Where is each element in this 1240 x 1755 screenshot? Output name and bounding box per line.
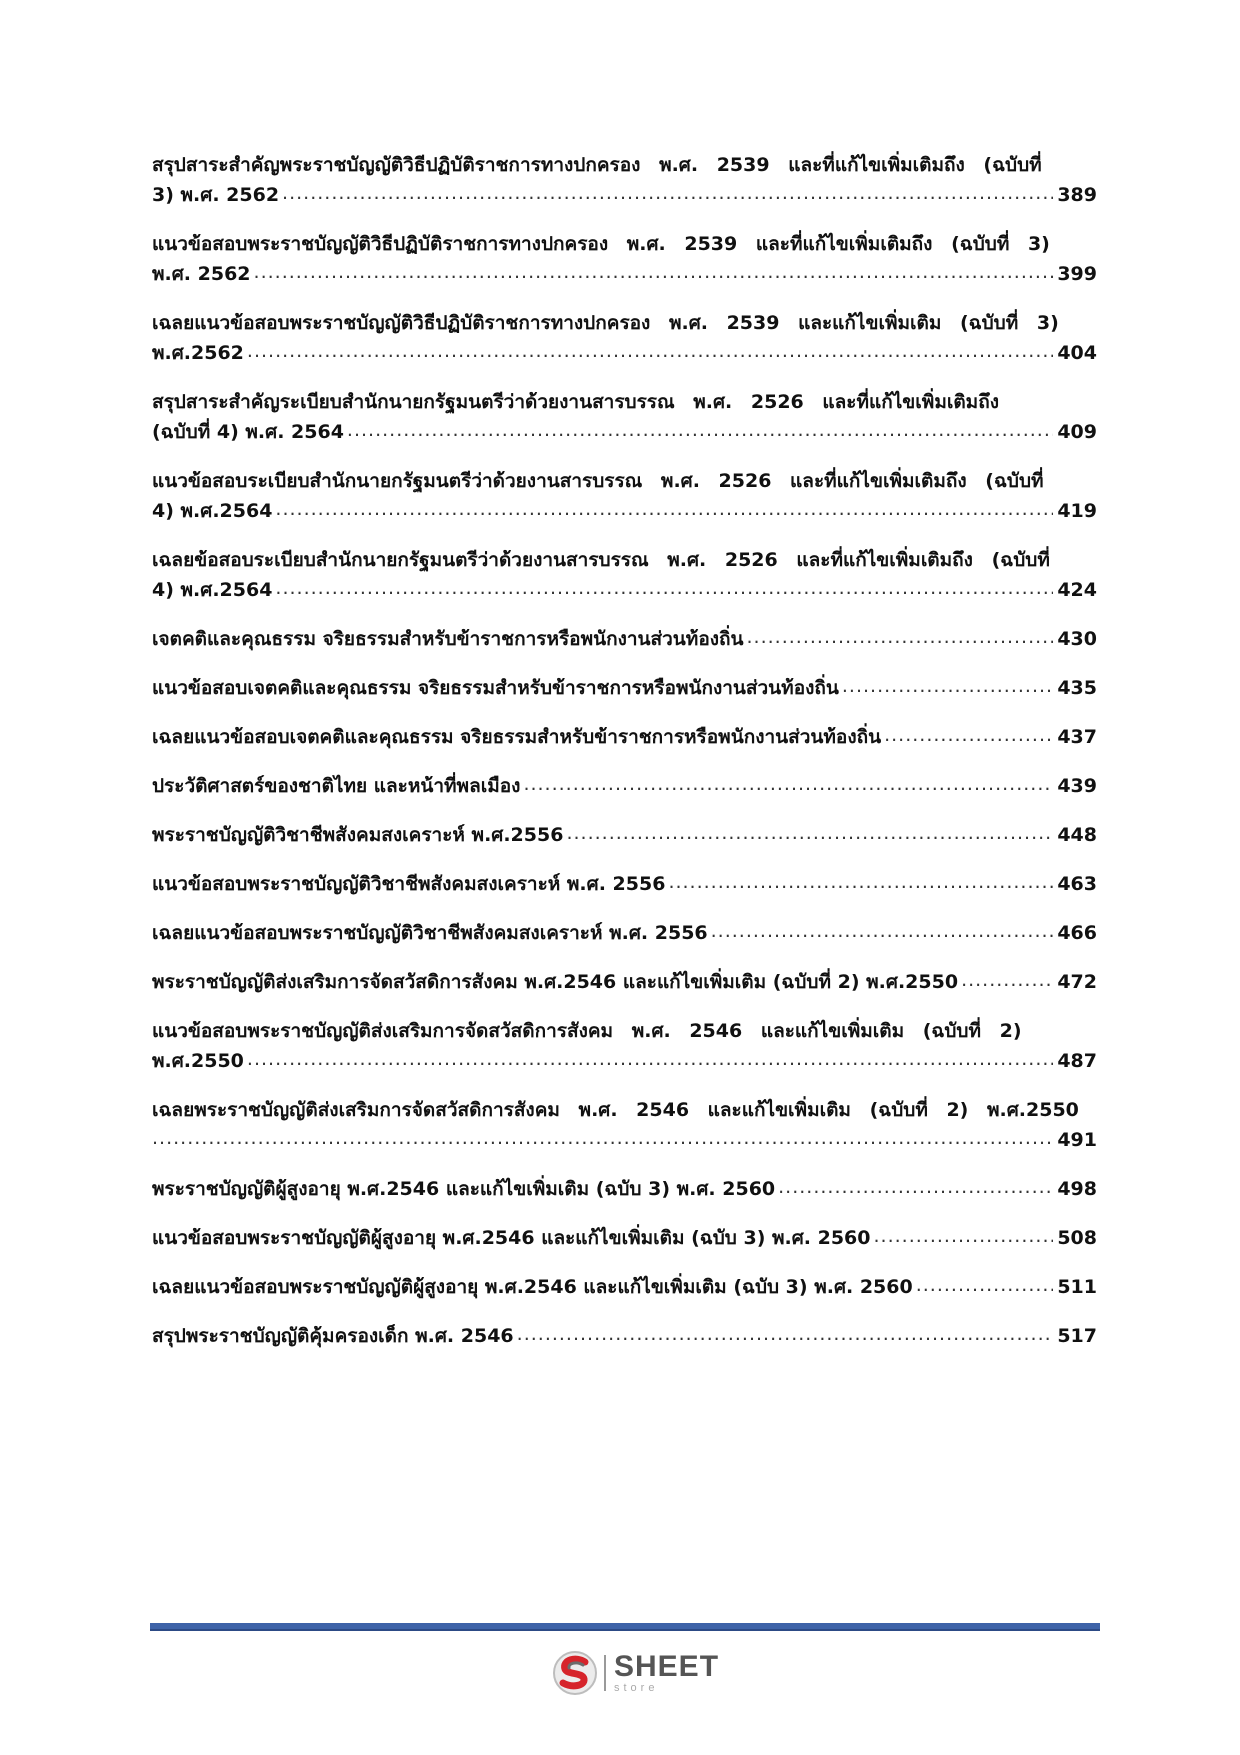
toc-entry[interactable]: [152, 771, 1097, 801]
toc-entry[interactable]: [152, 624, 1097, 654]
toc-entry-line: [152, 1016, 1097, 1046]
dot-leader: [961, 965, 1053, 995]
toc-entry[interactable]: [152, 673, 1097, 703]
toc-entry-title: พระราชบัญญัติผู้สูงอายุ พ.ศ.2546 และแก้ไขเพิ่มเติม (ฉบับ 3) พ.ศ. 2560: [152, 1178, 776, 1200]
toc-entry-line: [152, 918, 1097, 948]
dot-leader: [275, 494, 1053, 524]
toc-entry-title: ประวัติศาสตร์ของชาติไทย และหน้าที่พลเมือง: [152, 775, 521, 797]
toc-entry-line: [152, 259, 1097, 289]
dot-leader: [711, 916, 1054, 946]
toc-entry-line: [152, 229, 1097, 259]
dot-leader: [254, 257, 1054, 287]
toc-entry[interactable]: [152, 150, 1097, 210]
toc-entry-title: เฉลยพระราชบัญญัติส่งเสริมการจัดสวัสดิการสังคม พ.ศ. 2546 และแก้ไขเพิ่มเติม (ฉบับที่ 2) พ.ศ.2550: [152, 1099, 1079, 1121]
logo-wordmark: SHEET: [614, 1650, 720, 1683]
toc-page-number: 439: [1057, 775, 1097, 797]
toc-entry-line: [152, 338, 1097, 368]
dot-leader: [282, 178, 1053, 208]
toc-entry[interactable]: [152, 466, 1097, 526]
toc-entry-title: เจตคติและคุณธรรม จริยธรรมสำหรับข้าราชการหรือพนักงานส่วนท้องถิ่น: [152, 628, 744, 650]
toc-entry-line: [152, 869, 1097, 899]
toc-page-number: 463: [1057, 873, 1097, 895]
toc-page-number: 508: [1057, 1227, 1097, 1249]
toc-page-number: 389: [1057, 184, 1097, 206]
toc-page-number: 419: [1057, 500, 1097, 522]
table-of-contents: [152, 150, 1097, 1370]
logo-subtext: store: [614, 1682, 659, 1694]
toc-entry[interactable]: [152, 820, 1097, 850]
toc-entry-title: แนวข้อสอบพระราชบัญญัติวิธีปฏิบัติราชการทางปกครอง พ.ศ. 2539 และที่แก้ไขเพิ่มเติมถึง (ฉบับที่ 3): [152, 233, 1050, 255]
toc-entry-line: [152, 1174, 1097, 1204]
toc-entry-line: [152, 387, 1097, 417]
toc-entry-line: [152, 820, 1097, 850]
toc-page-number: 437: [1057, 726, 1097, 748]
dot-leader: [668, 867, 1053, 897]
toc-entry-line: [152, 575, 1097, 605]
toc-entry-line: [152, 1272, 1097, 1302]
toc-entry-line: [152, 1095, 1097, 1125]
logo-divider: [604, 1655, 606, 1691]
toc-entry-line: [152, 624, 1097, 654]
toc-entry-title: แนวข้อสอบพระราชบัญญัติวิชาชีพสังคมสงเคราะห์ พ.ศ. 2556: [152, 873, 666, 895]
dot-leader: [842, 671, 1053, 701]
toc-page-number: 498: [1057, 1178, 1097, 1200]
toc-page-number: 487: [1057, 1050, 1097, 1072]
toc-entry-line: [152, 545, 1097, 575]
toc-entry-title: (ฉบับที่ 4) พ.ศ. 2564: [152, 421, 344, 443]
dot-leader: [747, 622, 1054, 652]
toc-entry-line: [152, 417, 1097, 447]
toc-entry-title: แนวข้อสอบระเบียบสำนักนายกรัฐมนตรีว่าด้วยงานสารบรรณ พ.ศ. 2526 และที่แก้ไขเพิ่มเติมถึง (ฉบับที่: [152, 470, 1044, 492]
toc-page-number: 430: [1057, 628, 1097, 650]
sheet-store-logo: [552, 1648, 719, 1698]
toc-entry[interactable]: [152, 1321, 1097, 1351]
dot-leader: [347, 415, 1053, 445]
toc-page-number: 404: [1057, 342, 1097, 364]
toc-page-number: 448: [1057, 824, 1097, 846]
toc-entry-line: [152, 150, 1097, 180]
toc-entry[interactable]: [152, 1095, 1097, 1155]
toc-entry-line: [152, 967, 1097, 997]
dot-leader: [275, 573, 1053, 603]
toc-page-number: 491: [1057, 1129, 1097, 1151]
toc-entry-title: แนวข้อสอบเจตคติและคุณธรรม จริยธรรมสำหรับข้าราชการหรือพนักงานส่วนท้องถิ่น: [152, 677, 839, 699]
toc-page-number: 435: [1057, 677, 1097, 699]
dot-leader: [566, 818, 1053, 848]
toc-entry-title: 4) พ.ศ.2564: [152, 579, 273, 601]
dot-leader: [874, 1221, 1054, 1251]
toc-entry-title: เฉลยข้อสอบระเบียบสำนักนายกรัฐมนตรีว่าด้วยงานสารบรรณ พ.ศ. 2526 และที่แก้ไขเพิ่มเติมถึง (ฉบับที่: [152, 549, 1050, 571]
toc-entry-line: [152, 673, 1097, 703]
dot-leader: [916, 1270, 1054, 1300]
toc-entry-title: สรุปพระราชบัญญัติคุ้มครองเด็ก พ.ศ. 2546: [152, 1325, 514, 1347]
toc-entry-title: แนวข้อสอบพระราชบัญญัติส่งเสริมการจัดสวัสดิการสังคม พ.ศ. 2546 และแก้ไขเพิ่มเติม (ฉบับที่ 2): [152, 1020, 1022, 1042]
dot-leader: [247, 1044, 1053, 1074]
toc-entry[interactable]: [152, 918, 1097, 948]
toc-entry-title: เฉลยแนวข้อสอบพระราชบัญญัติผู้สูงอายุ พ.ศ.2546 และแก้ไขเพิ่มเติม (ฉบับ 3) พ.ศ. 2560: [152, 1276, 913, 1298]
toc-entry-line: [152, 1046, 1097, 1076]
toc-entry-line: [152, 722, 1097, 752]
dot-leader: [884, 720, 1053, 750]
toc-entry-line: [152, 1125, 1097, 1155]
toc-entry-title: เฉลยแนวข้อสอบพระราชบัญญัติวิชาชีพสังคมสงเคราะห์ พ.ศ. 2556: [152, 922, 708, 944]
toc-entry[interactable]: [152, 1016, 1097, 1076]
dot-leader: [523, 769, 1053, 799]
toc-entry[interactable]: [152, 1223, 1097, 1253]
toc-entry[interactable]: [152, 722, 1097, 752]
toc-entry-line: [152, 1321, 1097, 1351]
toc-entry[interactable]: [152, 1174, 1097, 1204]
toc-entry-line: [152, 771, 1097, 801]
dot-leader: [517, 1319, 1054, 1349]
toc-entry-line: [152, 466, 1097, 496]
toc-entry-title: 3) พ.ศ. 2562: [152, 184, 280, 206]
toc-entry-title: พ.ศ.2562: [152, 342, 244, 364]
toc-entry-title: สรุปสาระสำคัญพระราชบัญญัติวิธีปฏิบัติราชการทางปกครอง พ.ศ. 2539 และที่แก้ไขเพิ่มเติมถึง (ฉบับที่: [152, 154, 1042, 176]
toc-page-number: 466: [1057, 922, 1097, 944]
toc-page-number: 399: [1057, 263, 1097, 285]
toc-page-number: 424: [1057, 579, 1097, 601]
toc-entry[interactable]: [152, 387, 1097, 447]
dot-leader: [152, 1123, 1053, 1153]
toc-page-number: 472: [1057, 971, 1097, 993]
dot-leader: [778, 1172, 1053, 1202]
toc-entry[interactable]: [152, 229, 1097, 289]
toc-page-number: 409: [1057, 421, 1097, 443]
toc-entry[interactable]: [152, 1272, 1097, 1302]
toc-page-number: 511: [1057, 1276, 1097, 1298]
toc-entry-line: [152, 308, 1097, 338]
toc-entry-title: พ.ศ.2550: [152, 1050, 244, 1072]
toc-entry-line: [152, 180, 1097, 210]
toc-entry-title: เฉลยแนวข้อสอบเจตคติและคุณธรรม จริยธรรมสำหรับข้าราชการหรือพนักงานส่วนท้องถิ่น: [152, 726, 882, 748]
toc-entry-title: พ.ศ. 2562: [152, 263, 251, 285]
toc-entry[interactable]: [152, 967, 1097, 997]
toc-entry-title: เฉลยแนวข้อสอบพระราชบัญญัติวิธีปฏิบัติราชการทางปกครอง พ.ศ. 2539 และแก้ไขเพิ่มเติม (ฉบับที่ 3): [152, 312, 1059, 334]
toc-entry-title: สรุปสาระสำคัญระเบียบสำนักนายกรัฐมนตรีว่าด้วยงานสารบรรณ พ.ศ. 2526 และที่แก้ไขเพิ่มเติมถึง: [152, 391, 999, 413]
toc-entry-title: พระราชบัญญัติวิชาชีพสังคมสงเคราะห์ พ.ศ.2556: [152, 824, 564, 846]
dot-leader: [247, 336, 1053, 366]
sheet-store-s-icon: [552, 1650, 598, 1696]
toc-entry-line: [152, 1223, 1097, 1253]
toc-entry-title: 4) พ.ศ.2564: [152, 500, 273, 522]
toc-entry-line: [152, 496, 1097, 526]
footer-divider: [150, 1623, 1100, 1631]
toc-page-number: 517: [1057, 1325, 1097, 1347]
toc-entry[interactable]: [152, 545, 1097, 605]
toc-entry[interactable]: [152, 869, 1097, 899]
toc-entry[interactable]: [152, 308, 1097, 368]
toc-entry-title: พระราชบัญญัติส่งเสริมการจัดสวัสดิการสังคม พ.ศ.2546 และแก้ไขเพิ่มเติม (ฉบับที่ 2) พ.ศ.2550: [152, 971, 959, 993]
toc-entry-title: แนวข้อสอบพระราชบัญญัติผู้สูงอายุ พ.ศ.2546 และแก้ไขเพิ่มเติม (ฉบับ 3) พ.ศ. 2560: [152, 1227, 871, 1249]
